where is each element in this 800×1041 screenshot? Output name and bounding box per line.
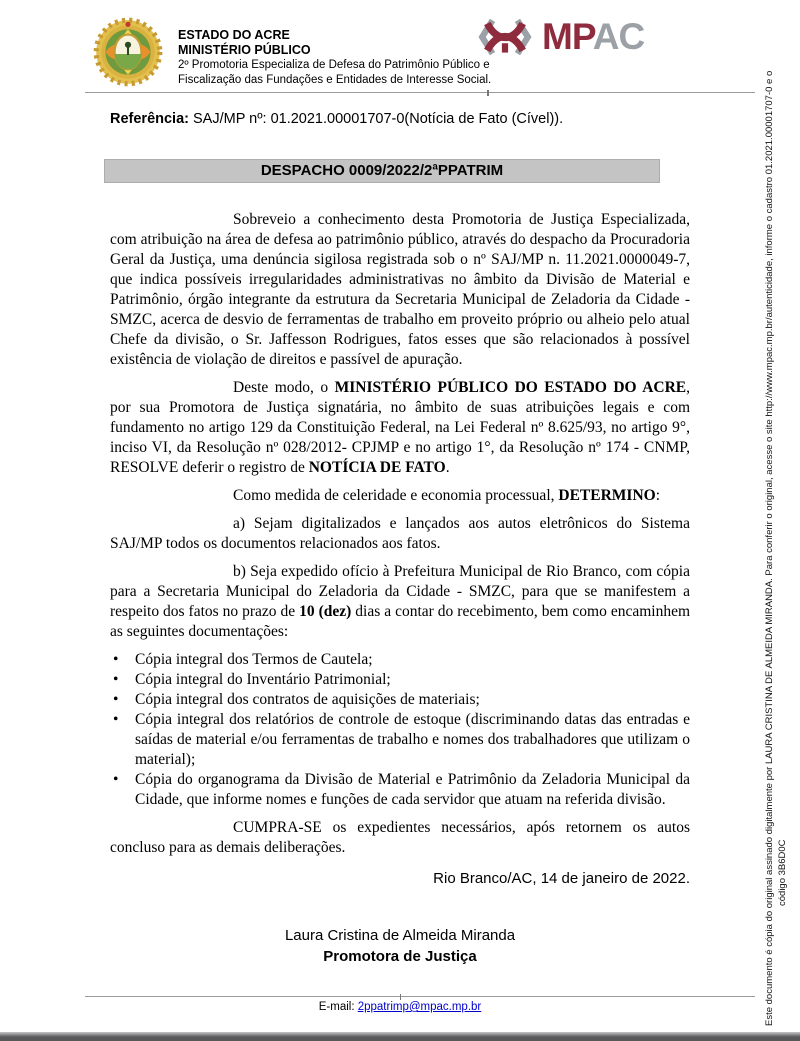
document-body <box>110 210 690 866</box>
header-org-block <box>178 16 491 87</box>
p3-bold-determino: DETERMINO <box>558 487 656 504</box>
org-unit-line-1: 2º Promotoria Especializa de Defesa do Patrimônio Público e <box>178 59 490 71</box>
mpac-wordmark-mp: MP <box>542 16 593 57</box>
mpac-logo-mark-icon <box>478 16 532 58</box>
authenticity-note-line-2: código 3B6D0C <box>776 839 788 906</box>
p3-text-2: : <box>655 487 661 504</box>
paragraph-determino <box>110 486 690 506</box>
acre-coat-of-arms-icon <box>88 16 168 90</box>
mpac-wordmark <box>542 16 644 58</box>
mpac-wordmark-ac: AC <box>592 16 645 57</box>
org-ministry-line: MINISTÉRIO PÚBLICO <box>178 43 311 57</box>
p2-bold-ministerio: MINISTÉRIO PÚBLICO DO ESTADO DO ACRE <box>334 379 687 396</box>
list-item: • Cópia integral do Inventário Patrimonial; <box>110 670 690 690</box>
signature-name: Laura Cristina de Almeida Miranda <box>284 927 516 944</box>
paragraph-closing: CUMPRA-SE os expedientes necessários, após retornem os autos concluso para as demais deliberações. <box>110 819 690 856</box>
list-item: • Cópia integral dos contratos de aquisições de materiais; <box>110 690 690 710</box>
org-unit-line-2: Fiscalização das Fundações e Entidades de Interesse Social. <box>178 73 492 86</box>
paragraph-item-b <box>110 562 690 642</box>
paragraph-item-a: a) Sejam digitalizados e lançados aos autos eletrônicos do Sistema SAJ/MP todos os documentos relacionados aos fatos. <box>110 515 690 552</box>
page-bottom-edge <box>0 1032 800 1041</box>
footer-separator <box>85 996 755 997</box>
p2-text-1: Deste modo, o <box>233 379 335 396</box>
item-b-bold-prazo: 10 (dez) <box>299 603 352 620</box>
header-separator <box>85 92 755 93</box>
reference-value: SAJ/MP nº: 01.2021.00001707-0(Notícia de Fato (Cível)). <box>188 111 564 127</box>
paragraph-resolution <box>110 378 690 478</box>
date-place-line: Rio Branco/AC, 14 de janeiro de 2022. <box>433 870 690 887</box>
mpac-logo <box>478 16 644 58</box>
document-header <box>88 16 491 90</box>
reference-label: Referência: <box>110 111 189 127</box>
p2-text-3: . <box>445 459 450 476</box>
email-label: E-mail: <box>318 1001 358 1013</box>
separator-tick <box>487 90 489 96</box>
paragraph-intro: Sobreveio a conhecimento desta Promotoria de Justiça Especializada, com atribuição na área de defesa ao patrimônio público, através do despacho da Procuradoria Geral da Justiça, uma denúncia sigilosa registrada sob o nº SAJ/MP n. 11.2021.0000049-7, que indica possíveis irregularidades administrativas no âmbito da Divisão de Material e Patrimônio, órgão integrante da estrutura da Secretaria Municipal de Zeladoria da Cidade - SMZC, acerca de desvio de ferramentas de trabalho em proveito próprio ou alheio pelo atual Chefe da divisão, o Sr. Jaffesson Rodrigues, fatos esses que são relacionados à possível existência de violação de direitos e passível de apuração. <box>110 211 690 368</box>
authenticity-note-line-1: Este documento é cópia do original assinado digitalmente por LAURA CRISTINA DE ALMEIDA MIRANDA. Para conferir o original, acesse o site http://www.mpac.mp.br/autenticidade, informe o cadastro 01.2021.00001707-0 e o <box>764 70 775 1026</box>
p3-text-1: Como medida de celeridade e economia processual, <box>233 487 559 504</box>
digital-signature-authenticity-note <box>764 26 789 1026</box>
org-state-line: ESTADO DO ACRE <box>178 28 290 42</box>
list-item: • Cópia integral dos Termos de Cautela; <box>110 650 690 670</box>
item-b-text-1: b) Seja expedido ofício à Prefeitura Municipal de Rio Branco, com cópia para a Secretaria Municipal do Zeladoria da Cidade - SMZC, para que se manifestem a respeito dos fatos no prazo de <box>110 563 690 620</box>
separator-tick <box>400 994 402 1000</box>
reference-line <box>110 111 690 127</box>
list-item: • Cópia integral dos relatórios de controle de estoque (discriminando datas das entradas e saídas de material e/ou ferramentas de trabalho e nomes dos trabalhadores que utilizam o material); <box>110 710 690 770</box>
footer-email-line <box>0 1001 800 1013</box>
item-b-text-2: dias a contar do recebimento, bem como encaminhem as seguintes documentações: <box>110 603 691 640</box>
p2-text-2: , por sua Promotora de Justiça signatária, no âmbito de suas atribuições legais e com fundamento no artigo 129 da Constituição Federal, na Lei Federal nº 8.625/93, no artigo 9°, inciso VI, da Resolução nº 028/2012- CPJMP e no artigo 1°, da Resolução nº 174 - CNMP, RESOLVE deferir o registro de <box>110 379 690 476</box>
email-link[interactable]: 2ppatrimp@mpac.mp.br <box>357 1001 482 1013</box>
despacho-title-bar: DESPACHO 0009/2022/2ªPPATRIM <box>104 159 660 183</box>
documents-bullet-list <box>110 650 690 810</box>
p2-bold-noticia: NOTÍCIA DE FATO <box>308 459 446 476</box>
signature-block <box>110 925 690 967</box>
list-item: • Cópia do organograma da Divisão de Material e Patrimônio da Zeladoria Municipal da Cidade, que informe nomes e funções de cada servidor que atuam na referida divisão. <box>110 770 690 810</box>
signature-role: Promotora de Justiça <box>323 948 477 965</box>
